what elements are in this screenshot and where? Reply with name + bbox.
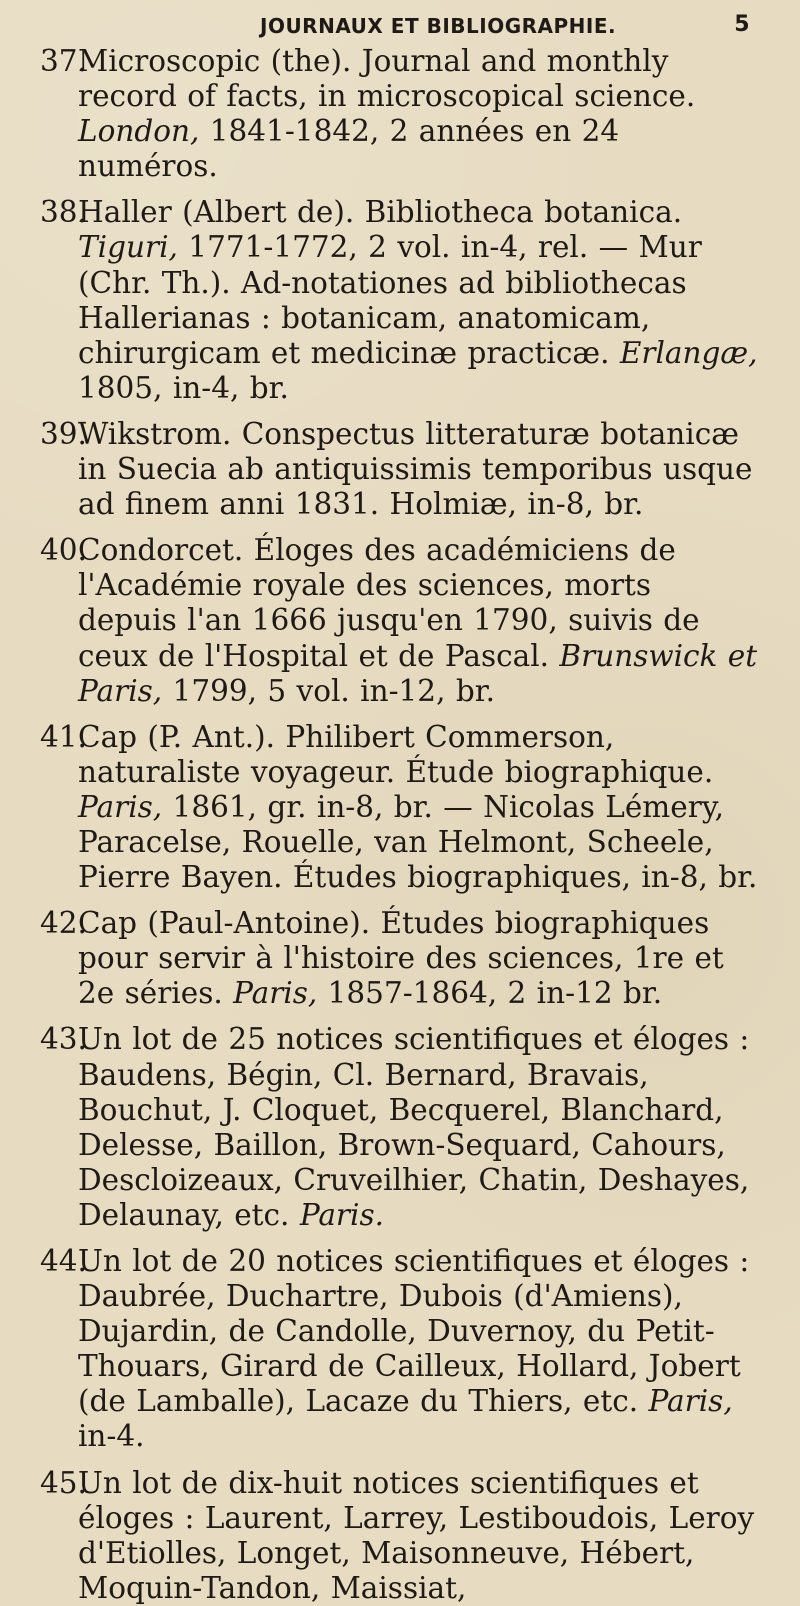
running-title: JOURNAUX ET BIBLIOGRAPHIE. <box>260 14 617 38</box>
entry-text-after: 1841-1842, 2 années en 24 numéros. <box>78 114 620 184</box>
catalog-entry <box>40 1244 760 1455</box>
entry-text-after: 1857-1864, 2 in-12 br. <box>317 976 663 1011</box>
entry-place: Tiguri, <box>78 230 178 265</box>
entry-text: Condorcet. Éloges des académiciens de l'Académie royale des sciences, morts depuis l'an 1666 jusqu'en 1790, suivis de ceux de l'Hospital et de Pascal. <box>78 533 700 673</box>
entry-text: Un lot de 20 notices scientifiques et éloges : Daubrée, Duchartre, Dubois (d'Amiens), Dujardin, de Candolle, Duvernoy, du Petit-Thouars, Girard de Cailleux, Hollard, Jobert (de Lamballe), Lacaze du Thiers, etc. <box>78 1244 750 1419</box>
running-head <box>40 10 760 44</box>
entry-place: London, <box>78 114 200 149</box>
catalog-entry <box>40 906 760 1011</box>
entry-place-secondary: Erlangæ, <box>619 335 758 370</box>
entry-number: 45. <box>40 1465 87 1500</box>
entry-text-after: 1861, gr. in-8, br. — Nicolas Lémery, Paracelse, Rouelle, van Helmont, Scheele, Pierre Bayen. Études biographiques, in-8, br. <box>78 789 758 895</box>
entry-number: 41. <box>40 719 87 754</box>
catalog-entry <box>40 1022 760 1233</box>
entry-number: 38. <box>40 195 87 230</box>
entry-text: Cap (P. Ant.). Philibert Commerson, naturaliste voyageur. Étude biographique. <box>78 719 714 789</box>
entry-number: 40. <box>40 533 87 568</box>
catalog-entry <box>40 533 760 708</box>
entry-place: Paris. <box>299 1197 384 1232</box>
entry-text: Wikstrom. Conspectus litteraturæ botanicæ in Suecia ab antiquissimis temporibus usque ad finem anni 1831. Holmiæ, in-8, br. <box>78 416 753 522</box>
entry-place: Paris, <box>233 976 318 1011</box>
entry-text-after-secondary: 1805, in-4, br. <box>78 370 289 405</box>
entry-number: 43. <box>40 1022 87 1057</box>
catalog-entry <box>40 1466 760 1606</box>
catalog-entry <box>40 195 760 406</box>
entry-text: Cap (Paul-Antoine). Études biographiques pour servir à l'histoire des sciences, 1re et 2e séries. <box>78 906 724 1011</box>
entry-place: Brunswick et Paris, <box>78 638 758 708</box>
entry-text: Un lot de 25 notices scientifiques et éloges : Baudens, Bégin, Cl. Bernard, Bravais, Bouchut, J. Cloquet, Becquerel, Blanchard, Delesse, Baillon, Brown-Sequard, Cahours, Descloizeaux, Cruveilhier, Chatin, Deshayes, Delaunay, etc. <box>78 1022 750 1232</box>
catalog-entry <box>40 417 760 522</box>
entry-text: Un lot de dix-huit notices scientifiques et éloges : Laurent, Larrey, Lestiboudois, Leroy d'Etiolles, Longet, Maisonneuve, Hébert, Moquin-Tandon, Maissiat, <box>78 1465 755 1605</box>
entry-text-after: 1799, 5 vol. in-12, br. <box>162 673 495 708</box>
entry-text: Microscopic (the). Journal and monthly record of facts, in microscopical science. <box>78 44 696 114</box>
entry-number: 39. <box>40 416 87 451</box>
entry-place: Paris, <box>648 1384 733 1419</box>
catalog-entries <box>40 44 760 1606</box>
entry-number: 37. <box>40 44 87 78</box>
entry-number: 42. <box>40 906 87 941</box>
entry-text-after: in-4. <box>78 1419 145 1454</box>
entry-place: Paris, <box>78 789 163 824</box>
entry-text-after: 1771-1772, 2 vol. in-4, rel. — Mur (Chr. Th.). Ad-notationes ad bibliothecas Hallerianas : botanicam, anatomicam, chirurgicam et medicinæ practicæ. <box>78 230 702 370</box>
catalog-entry <box>40 44 760 184</box>
catalog-entry <box>40 720 760 895</box>
entry-number: 44. <box>40 1244 87 1278</box>
page-number: 5 <box>734 12 750 37</box>
entry-text: Haller (Albert de). Bibliotheca botanica. <box>78 195 683 230</box>
